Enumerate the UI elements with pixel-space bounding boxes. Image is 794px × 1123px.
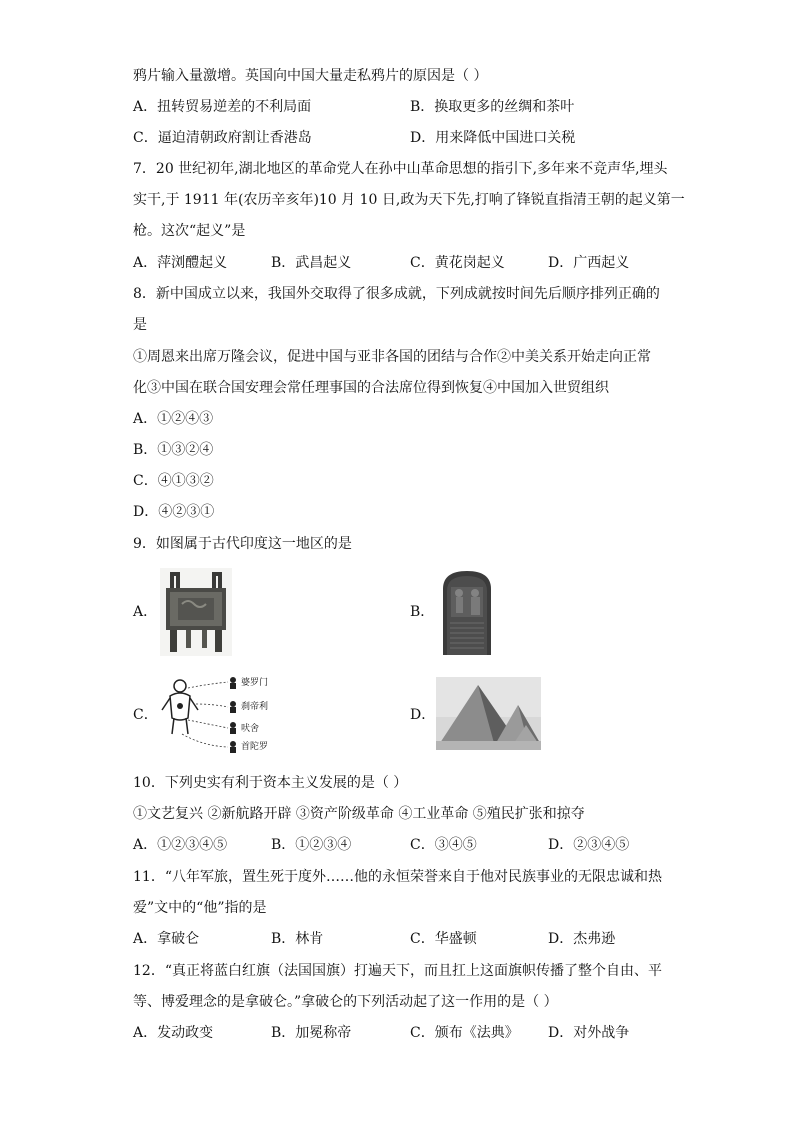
q9-stem: 9．如图属于古代印度这一地区的是 — [133, 536, 352, 552]
q8-stem-line1: 8．新中国成立以来，我国外交取得了很多成就，下列成就按时间先后顺序排列正确的 — [133, 286, 660, 302]
q10-option-c[interactable]: C．③④⑤ — [410, 837, 477, 853]
q9-option-d-label[interactable]: D． — [410, 707, 436, 723]
q9-option-a-label[interactable]: A． — [133, 604, 158, 620]
q11-stem-line2: 爱”文中的“他”指的是 — [133, 900, 267, 916]
pyramids-image[interactable] — [436, 677, 541, 750]
q7-stem-line2: 实干,于 1911 年(农历辛亥年)10 月 10 日,政为天下先,打响了锋锐直指清王朝的起义第一 — [133, 192, 685, 208]
q8-option-b[interactable]: B．①③②④ — [133, 442, 214, 458]
q11-option-c[interactable]: C．华盛顿 — [410, 931, 477, 947]
q10-option-b[interactable]: B．①②③④ — [271, 837, 352, 853]
q12-option-d[interactable]: D．对外战争 — [548, 1025, 630, 1041]
q7-stem-line1: 7．20 世纪初年,湖北地区的革命党人在孙中山革命思想的指引下,多年来不竞声华,埋头 — [133, 161, 668, 177]
q8-items-line2: 化③中国在联合国安理会常任理事国的合法席位得到恢复④中国加入世贸组织 — [133, 380, 609, 396]
q10-option-d[interactable]: D．②③④⑤ — [548, 837, 630, 853]
q11-option-a[interactable]: A．拿破仑 — [133, 931, 200, 947]
caste-system-image[interactable] — [158, 674, 278, 754]
q12-stem-line1: 12．“真正将蓝白红旗（法国国旗）打遍天下，而且扛上这面旗帜传播了整个自由、平 — [133, 963, 662, 979]
q6-option-b[interactable]: B．换取更多的丝绸和茶叶 — [410, 99, 575, 115]
caste-label-shudra: 首陀罗 — [241, 742, 269, 752]
q11-stem-line1: 11．“八年军旅，置生死于度外……他的永恒荣誉来自于他对民族事业的无限忠诚和热 — [133, 869, 662, 885]
q7-option-a[interactable]: A．萍浏醴起义 — [133, 255, 228, 271]
q10-stem: 10．下列史实有利于资本主义发展的是（ ） — [133, 775, 408, 791]
q12-option-a[interactable]: A．发动政变 — [133, 1025, 214, 1041]
q9-option-b-label[interactable]: B． — [410, 604, 435, 620]
bronze-ding-image[interactable] — [160, 568, 232, 656]
q11-option-d[interactable]: D．杰弗逊 — [548, 931, 616, 947]
q10-items: ①文艺复兴 ②新航路开辟 ③资产阶级革命 ④工业革命 ⑤殖民扩张和掠夺 — [133, 806, 585, 822]
q11-option-b[interactable]: B．林肯 — [271, 931, 324, 947]
q12-stem-line2: 等、博爱理念的是拿破仑。”拿破仑的下列活动起了这一作用的是（ ） — [133, 994, 558, 1010]
q6-option-c[interactable]: C．逼迫清朝政府割让香港岛 — [133, 130, 312, 146]
q8-option-a[interactable]: A．①②④③ — [133, 411, 214, 427]
q8-option-d[interactable]: D．④②③① — [133, 504, 215, 520]
q7-option-c[interactable]: C．黄花岗起义 — [410, 255, 505, 271]
caste-label-brahmin: 婆罗门 — [241, 678, 269, 688]
caste-label-vaishya: 吠舍 — [241, 724, 260, 734]
q8-stem-line2: 是 — [133, 317, 147, 333]
q7-option-b[interactable]: B．武昌起义 — [271, 255, 352, 271]
q9-option-c-label[interactable]: C． — [133, 707, 158, 723]
q6-option-d[interactable]: D．用来降低中国进口关税 — [410, 130, 576, 146]
q6-option-a[interactable]: A．扭转贸易逆差的不利局面 — [133, 99, 312, 115]
q7-stem-line3: 枪。这次“起义”是 — [133, 223, 246, 239]
q6-stem: 鸦片输入量激增。英国向中国大量走私鸦片的原因是（ ） — [133, 68, 488, 84]
q12-option-c[interactable]: C．颁布《法典》 — [410, 1025, 519, 1041]
q7-option-d[interactable]: D．广西起义 — [548, 255, 630, 271]
q8-items-line1: ①周恩来出席万隆会议，促进中国与亚非各国的团结与合作②中美关系开始走向正常 — [133, 349, 651, 365]
q10-option-a[interactable]: A．①②③④⑤ — [133, 837, 228, 853]
hammurabi-stele-image[interactable] — [437, 569, 497, 655]
q8-option-c[interactable]: C．④①③② — [133, 473, 214, 489]
caste-label-kshatriya: 刹帝利 — [241, 702, 269, 712]
q12-option-b[interactable]: B．加冕称帝 — [271, 1025, 352, 1041]
